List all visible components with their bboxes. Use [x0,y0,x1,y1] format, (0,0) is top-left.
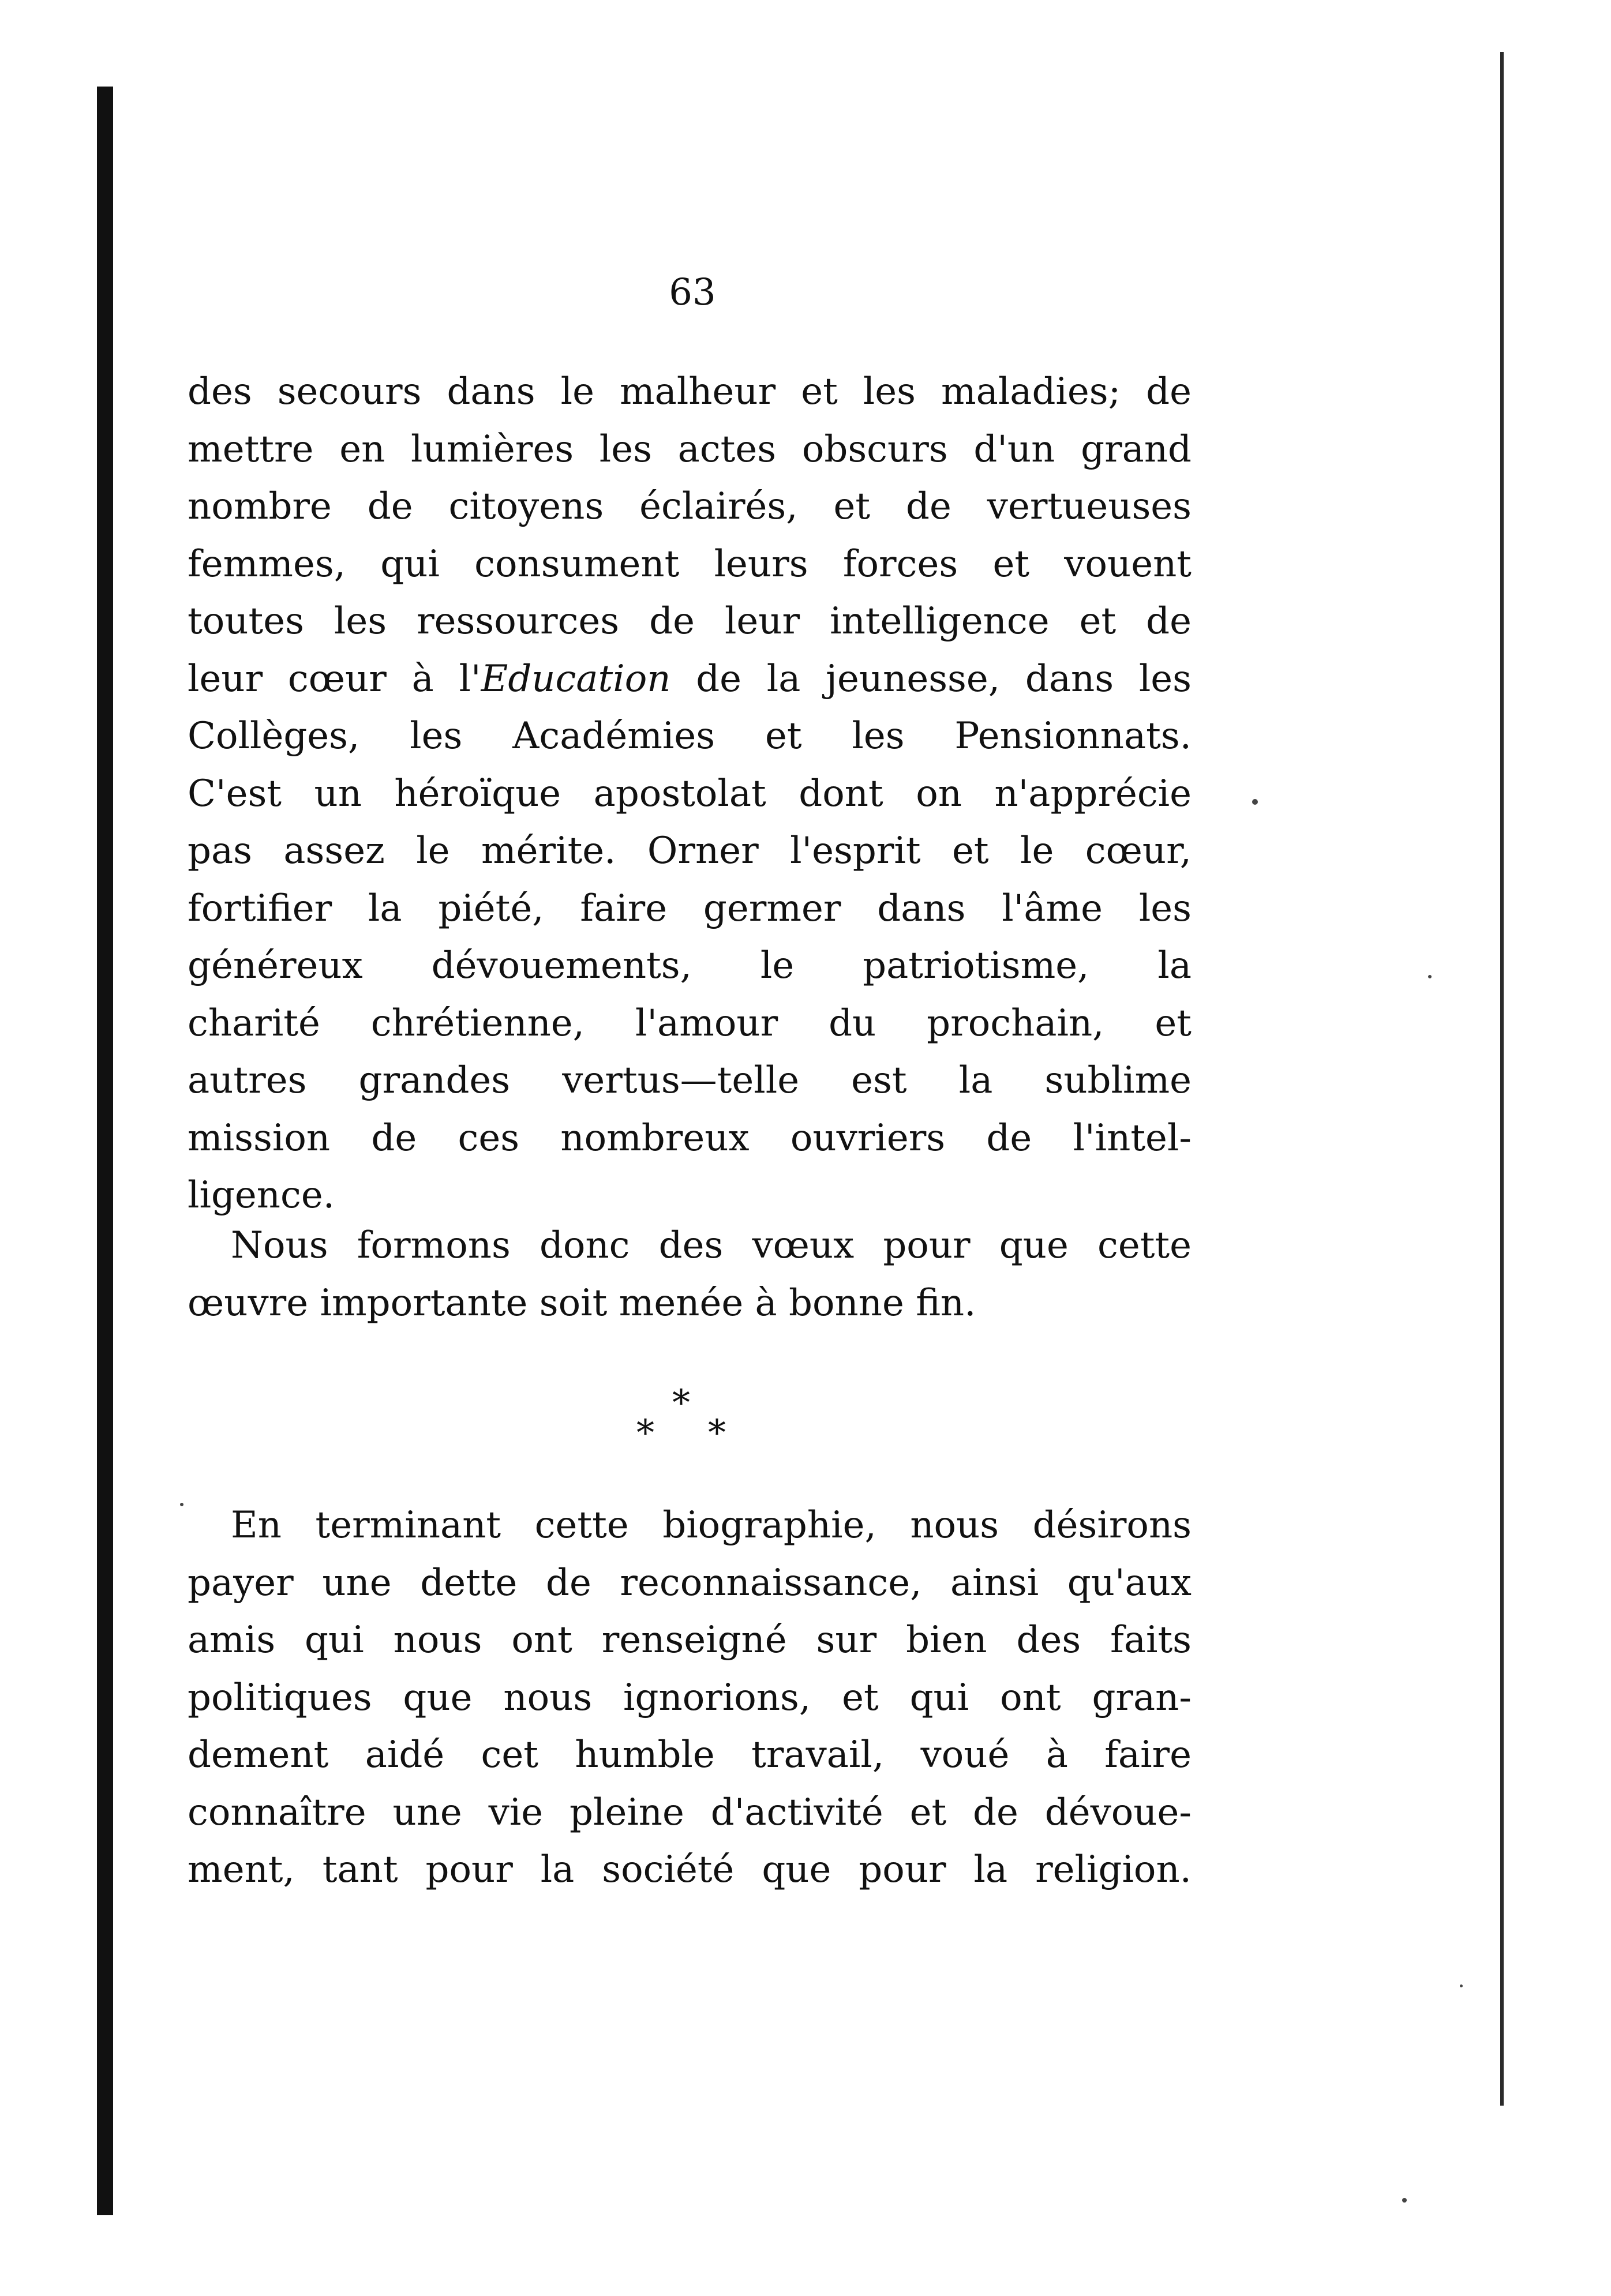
text-line: payer une dette de reconnaissance, ainsi qu'aux [188,1561,1192,1604]
text-line: généreux dévouements, le patriotisme, la [188,944,1192,987]
text-line: toutes les ressources de leur intelligence et de [188,600,1192,643]
section-separator-asterism [626,1382,741,1457]
scan-speck [1460,1984,1463,1987]
scan-speck [1402,2198,1407,2203]
text-line: mission de ces nombreux ouvriers de l'intel- [188,1116,1192,1160]
text-line: En terminant cette biographie, nous désirons [231,1504,1192,1547]
paragraph-3 [188,1497,1192,1899]
page-edge-right [1500,52,1504,2106]
scan-speck [1252,799,1258,805]
asterisk-glyph: * [708,1412,726,1454]
text-segment: leur cœur à l' [188,657,481,700]
text-line: amis qui nous ont renseigné sur bien des faits [188,1619,1192,1661]
text-line: ment, tant pour la société que pour la religion. [188,1848,1192,1891]
text-line: dement aidé cet humble travail, voué à faire [188,1734,1192,1776]
text-line: C'est un héroïque apostolat dont on n'apprécie [188,772,1192,815]
text-line: mettre en lumières les actes obscurs d'un grand [188,427,1192,471]
paragraph-1 [188,363,1192,1225]
text-line: des secours dans le malheur et les maladies; de [188,370,1192,413]
text-line: Collèges, les Académies et les Pensionnats. [188,715,1192,757]
text-line: connaître une vie pleine d'activité et de dévoue- [188,1791,1192,1834]
scan-speck [1428,975,1432,978]
text-line: charité chrétienne, l'amour du prochain, et [188,1001,1192,1045]
scan-speck [180,1503,183,1506]
text-line: Nous formons donc des vœux pour que cette [231,1224,1192,1267]
asterisk-glyph: * [636,1412,654,1454]
text-line [188,651,1192,708]
text-line: politiques que nous ignorions, et qui ont gran- [188,1676,1192,1719]
text-segment: de la jeunesse, dans les [670,657,1192,700]
text-line: femmes, qui consument leurs forces et vouent [188,542,1192,586]
page-number: 63 [669,271,716,314]
text-line: pas assez le mérite. Orner l'esprit et le cœur, [188,830,1192,872]
text-line: œuvre importante soit menée à bonne fin. [188,1281,976,1325]
text-line: autres grandes vertus—telle est la sublime [188,1059,1192,1102]
italic-title: Education [481,657,671,700]
asterisk-glyph: * [672,1382,690,1424]
text-line: fortifier la piété, faire germer dans l'âme les [188,887,1192,930]
text-line: ligence. [188,1174,335,1217]
binding-edge [97,87,113,2215]
text-line: nombre de citoyens éclairés, et de vertueuses [188,485,1192,528]
paragraph-2 [188,1217,1192,1332]
